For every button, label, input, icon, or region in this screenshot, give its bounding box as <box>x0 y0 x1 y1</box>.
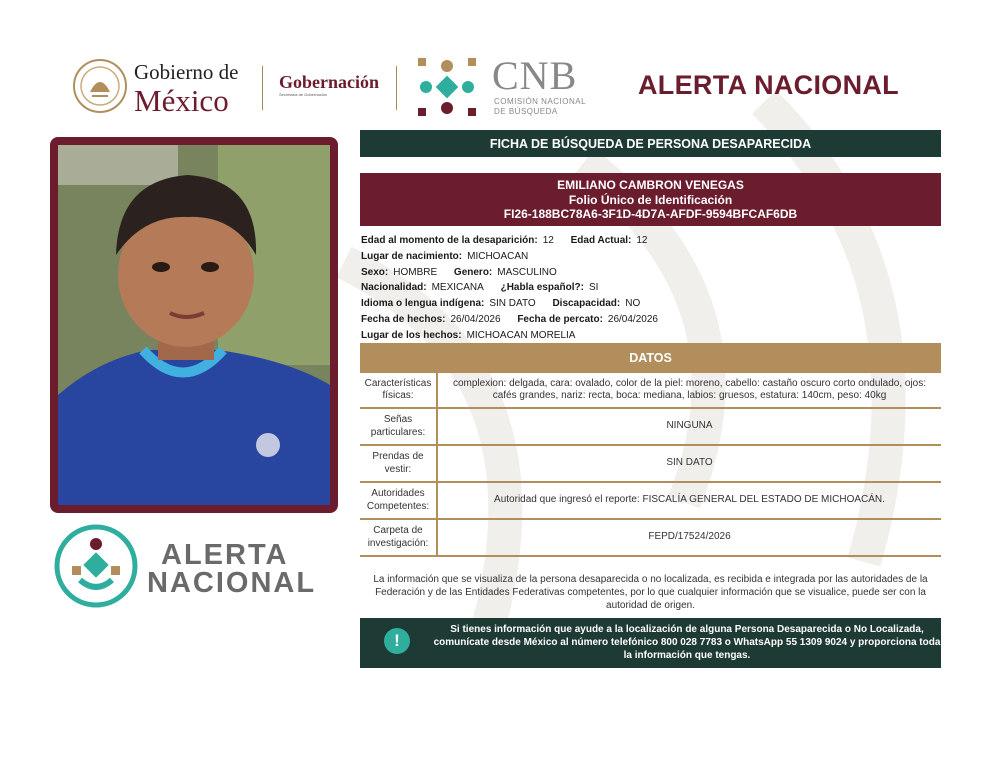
wordmark-line2: NACIONAL <box>147 567 317 599</box>
field-label: ¿Habla español?: <box>500 282 584 294</box>
alerta-nacional-emblem-icon <box>54 524 138 608</box>
field-value: 12 <box>636 235 648 246</box>
datos-key <box>360 520 438 555</box>
key-line: particulares: <box>370 426 426 438</box>
info-row <box>361 328 672 344</box>
key-line: vestir: <box>384 463 412 475</box>
gobierno-line: Gobierno de <box>134 60 239 84</box>
datos-row <box>360 409 941 446</box>
photo-illustration <box>58 145 330 505</box>
header-divider <box>396 66 397 110</box>
ficha-title-bar <box>360 130 941 157</box>
info-row <box>361 233 672 249</box>
key-line: Autoridades <box>371 488 425 499</box>
ficha-title: FICHA DE BÚSQUEDA DE PERSONA DESAPARECIDA <box>489 136 812 151</box>
info-row <box>361 312 672 328</box>
key-line: físicas: <box>382 390 414 401</box>
exclamation-icon: ! <box>384 628 410 654</box>
cnb-emblem-icon <box>412 52 482 122</box>
key-line: Prendas de <box>372 451 424 462</box>
field-value: NO <box>625 298 641 310</box>
field-label: Discapacidad: <box>552 298 621 310</box>
person-info <box>361 233 672 344</box>
person-photo <box>58 145 330 505</box>
folio-value: FI26-188BC78A6-3F1D-4D7A-AFDF-9594BFCAF6DB <box>503 207 798 221</box>
field-label: Edad Actual: <box>570 235 632 246</box>
field-label: Fecha de hechos: <box>361 313 446 325</box>
field-value: MEXICANA <box>431 282 484 294</box>
cnb-subtitle-line1: COMISIÓN NACIONAL <box>494 97 587 106</box>
datos-value: NINGUNA <box>666 420 713 432</box>
datos-row <box>360 520 941 557</box>
alerta-nacional-wordmark <box>147 541 316 597</box>
datos-key <box>360 373 438 407</box>
name-box <box>360 173 941 226</box>
cnb-wordmark: CNB <box>492 53 578 98</box>
field-label: Genero: <box>453 266 493 278</box>
key-line: Competentes: <box>366 500 430 512</box>
datos-table <box>360 373 941 557</box>
field-value: 12 <box>542 235 554 246</box>
info-row <box>361 280 672 296</box>
datos-value: complexion: delgada, cara: ovalado, color de la piel: moreno, cabello: castaño oscuro corto ondulado, ojos: cafés grandes, nariz: recta, boca: mediana, labios: gruesos, estatura: 140cm, peso: 40kg <box>452 377 927 401</box>
mexico-seal-icon <box>72 58 128 114</box>
key-line: Características <box>364 377 432 389</box>
info-row <box>361 296 672 312</box>
help-text: Si tienes información que ayude a la localización de alguna Persona Desaparecida o No Localizada, comunícate desde México al número telefónico 800 028 7783 o WhatsApp 55 1309 9024 y proporciona toda la información que tengas. <box>433 624 941 661</box>
gobierno-de-mexico-logo <box>134 62 238 116</box>
datos-title: DATOS <box>629 351 672 365</box>
info-row <box>361 265 672 281</box>
key-line: Señas <box>383 414 413 425</box>
datos-value: SIN DATO <box>666 457 713 469</box>
datos-value: FEPD/17524/2026 <box>648 531 731 543</box>
field-value: MICHOACAN MORELIA <box>466 329 576 341</box>
field-value: MASCULINO <box>497 266 557 278</box>
header-divider <box>262 66 263 110</box>
field-value: 26/04/2026 <box>607 313 658 325</box>
field-value: HOMBRE <box>393 266 438 278</box>
datos-value: Autoridad que ingresó el reporte: FISCALÍA GENERAL DEL ESTADO DE MICHOACÁN. <box>494 494 885 506</box>
person-name: EMILIANO CAMBRON VENEGAS <box>557 178 744 192</box>
field-value: SI <box>588 282 599 294</box>
field-label: Nacionalidad: <box>361 282 427 294</box>
info-row <box>361 249 672 265</box>
alerta-nacional-title: ALERTA NACIONAL <box>638 70 899 100</box>
gobernacion-subtitle: Secretaría de Gobernación <box>279 92 328 97</box>
datos-row <box>360 483 941 520</box>
key-line: investigación: <box>367 537 429 549</box>
datos-key <box>360 409 438 444</box>
field-label: Idioma o lengua indígena: <box>361 298 485 310</box>
datos-header <box>360 343 941 373</box>
cnb-subtitle <box>494 97 586 117</box>
datos-row <box>360 373 941 409</box>
field-value: SIN DATO <box>489 298 536 310</box>
field-label: Lugar de nacimiento: <box>361 250 463 262</box>
datos-row <box>360 446 941 483</box>
wordmark-line1: ALERTA <box>161 539 289 571</box>
field-label: Fecha de percato: <box>517 313 603 325</box>
cnb-subtitle-line2: DE BÚSQUEDA <box>494 107 558 116</box>
field-value: 26/04/2026 <box>450 313 501 325</box>
disclaimer-text: La información que se visualiza de la persona desaparecida o no localizada, es recibida e integrada por las autoridades de la Federación y de las Entidades Federativas competentes, por lo que cualquier información que se visualice, puede ser con la autoridad de origen. <box>373 574 928 612</box>
field-label: Sexo: <box>361 266 389 278</box>
field-label: Edad al momento de la desaparición: <box>361 235 538 246</box>
folio-label: Folio Único de Identificación <box>568 192 733 207</box>
field-value: MICHOACAN <box>467 250 529 262</box>
field-label: Lugar de los hechos: <box>361 329 462 341</box>
gobernacion-logo: Gobernación <box>279 72 380 92</box>
datos-key <box>360 483 438 518</box>
datos-key <box>360 446 438 481</box>
key-line: Carpeta de <box>373 525 423 536</box>
mexico-line: México <box>134 83 229 118</box>
